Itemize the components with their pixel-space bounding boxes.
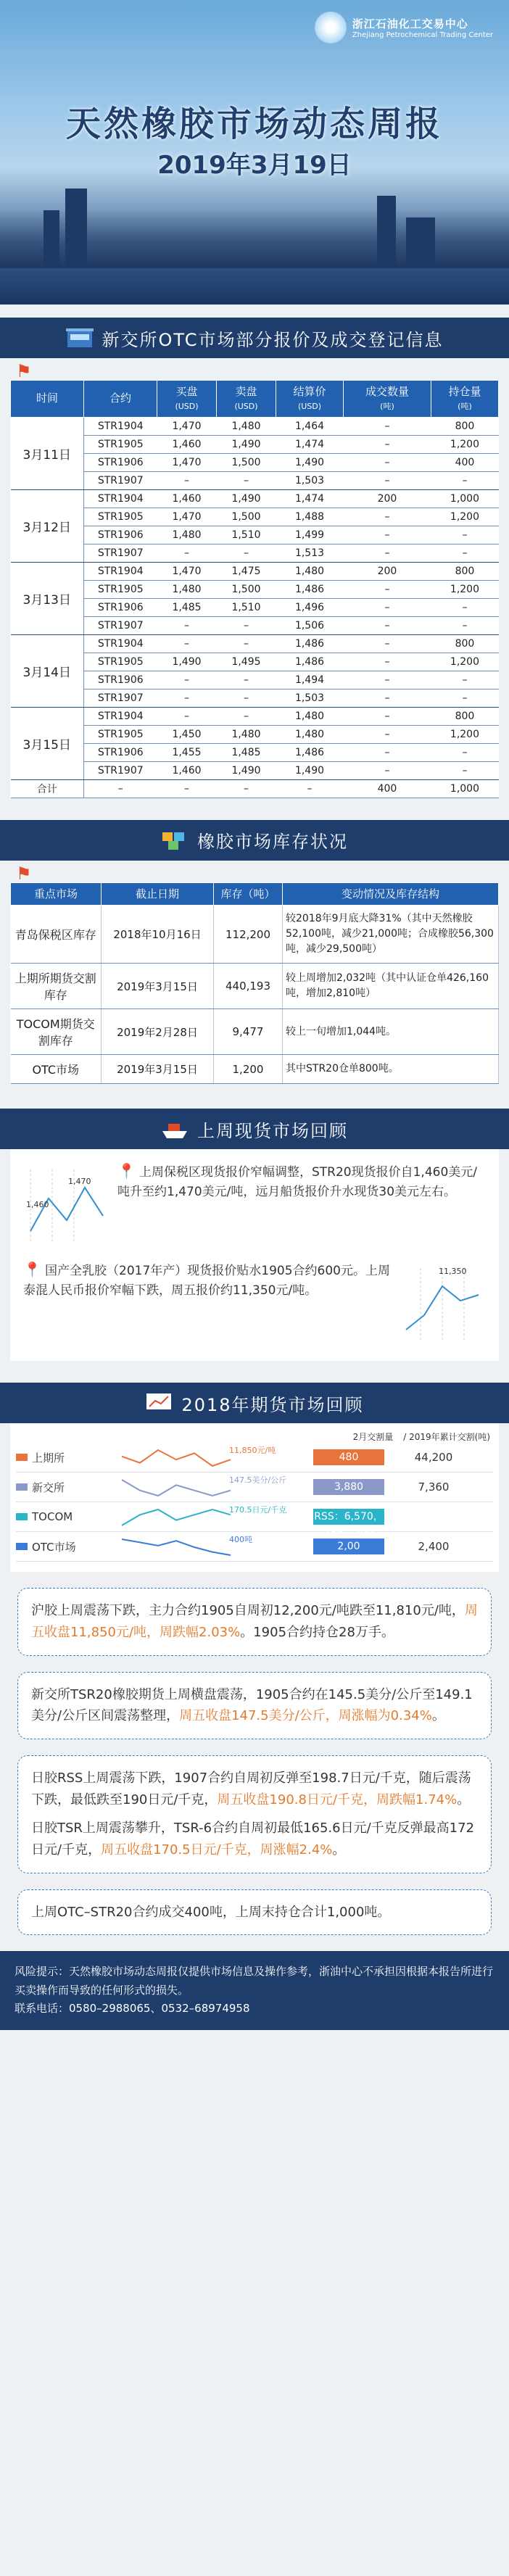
group-date: 3月13日 bbox=[11, 562, 84, 634]
ship-icon bbox=[161, 1118, 189, 1140]
mini1-label-b: 1,460 bbox=[26, 1200, 49, 1210]
table-cell: 1,200 bbox=[431, 725, 498, 743]
inventory-section bbox=[10, 863, 499, 1085]
table-cell: – bbox=[344, 526, 431, 544]
legend-swatch bbox=[16, 1454, 28, 1461]
otc-table-section bbox=[10, 361, 499, 798]
table-cell: STR1904 bbox=[84, 417, 157, 435]
total-cell: – bbox=[217, 779, 276, 798]
table-row bbox=[11, 508, 499, 526]
table-row bbox=[11, 471, 499, 489]
table-cell: STR1904 bbox=[84, 707, 157, 725]
table-cell: – bbox=[157, 671, 217, 689]
comment-sgx-highlight: 周五收盘147.5美分/公斤，周涨幅为0.34% bbox=[179, 1708, 432, 1724]
table-cell: 440,193 bbox=[214, 964, 283, 1009]
table-cell: 1,480 bbox=[276, 707, 344, 725]
table-cell: 1,506 bbox=[276, 616, 344, 634]
table-cell: OTC市场 bbox=[11, 1055, 102, 1084]
futures-feb-volume: RSS：6,570，TSR：200 bbox=[313, 1509, 384, 1525]
risk-disclaimer: 风险提示：天然橡胶市场动态周报仅提供市场信息及操作参考，浙油中心不承担因根据本报告所进行买卖操作而导致的任何形式的损失。 bbox=[15, 1965, 494, 1997]
mini2-label: 11,350 bbox=[439, 1267, 467, 1277]
spot-row-2 bbox=[23, 1261, 486, 1348]
futures-line bbox=[122, 1480, 231, 1496]
futures-sparkline bbox=[83, 1532, 313, 1561]
table-cell: 1,470 bbox=[157, 508, 217, 526]
spot-section bbox=[10, 1149, 499, 1361]
table-cell: – bbox=[217, 471, 276, 489]
table-cell: 1,510 bbox=[217, 598, 276, 616]
table-cell: STR1907 bbox=[84, 616, 157, 634]
comment-sgx: 新交所TSR20橡胶期货上周横盘震荡，1905合约在145.5美分/公斤至149.1美分/公斤区间震荡整理，周五收盘147.5美分/公斤，周涨幅为0.34%。 bbox=[17, 1672, 492, 1739]
table-cell: – bbox=[431, 671, 498, 689]
table-cell: 1,499 bbox=[276, 526, 344, 544]
futures-rows bbox=[16, 1443, 493, 1562]
logo-en: Zhejiang Petrochemical Trading Center bbox=[352, 31, 493, 39]
table-cell: 1,513 bbox=[276, 544, 344, 562]
table-cell: – bbox=[431, 471, 498, 489]
table-cell: – bbox=[344, 616, 431, 634]
comment-otc: 上周OTC–STR20合约成交400吨，上周末持仓合计1,000吨。 bbox=[17, 1889, 492, 1936]
table-cell: STR1905 bbox=[84, 435, 157, 453]
th-contract: 合约 bbox=[84, 381, 157, 418]
group-date: 3月14日 bbox=[11, 634, 84, 707]
futures-section bbox=[10, 1423, 499, 1572]
futures-row bbox=[16, 1502, 493, 1539]
table-cell: 1,200 bbox=[431, 653, 498, 671]
table-row bbox=[11, 435, 499, 453]
table-cell: 1,480 bbox=[157, 526, 217, 544]
table-row bbox=[11, 489, 499, 508]
table-cell: 9,477 bbox=[214, 1009, 283, 1055]
table-cell: 800 bbox=[431, 707, 498, 725]
table-row bbox=[11, 653, 499, 671]
table-cell: STR1906 bbox=[84, 598, 157, 616]
futures-note: 170.5日元/千克 bbox=[229, 1505, 287, 1515]
city-skyline bbox=[0, 210, 509, 305]
table-row bbox=[11, 964, 499, 1009]
table-cell: 1,490 bbox=[276, 453, 344, 471]
comment-tocom: 日胶RSS上周震荡下跌，1907合约自周初反弹至198.7日元/千克，随后震荡下跌，最低跌至190日元/千克，周五收盘190.8日元/千克，周跌幅1.74%。 日胶TSR上周震荡攀升，TSR-6合约自周初最低165.6日元/千克反弹最高172日元/千克，周五收盘170.5日元/千克，周涨幅2.4%。 bbox=[17, 1755, 492, 1873]
table-row bbox=[11, 453, 499, 471]
table-cell: 1,460 bbox=[157, 489, 217, 508]
table-cell: 较上周增加2,032吨（其中认证仓单426,160吨，增加2,810吨） bbox=[283, 964, 499, 1009]
contact-phone: 联系电话：0580–2988065、0532–68974958 bbox=[15, 2002, 250, 2016]
futures-feb-volume: 2,00 bbox=[313, 1538, 384, 1554]
futures-header bbox=[16, 1430, 493, 1443]
futures-col-b: / 2019年累计交割(吨) bbox=[403, 1432, 490, 1443]
mini1-label-a: 1,470 bbox=[68, 1177, 91, 1187]
table-cell: – bbox=[431, 526, 498, 544]
table-cell: STR1904 bbox=[84, 562, 157, 580]
table-cell: TOCOM期货交割库存 bbox=[11, 1009, 102, 1055]
table-cell: 1,490 bbox=[276, 761, 344, 779]
table-cell: 1,486 bbox=[276, 580, 344, 598]
table-row bbox=[11, 707, 499, 725]
table-cell: 1,480 bbox=[276, 725, 344, 743]
table-cell: – bbox=[344, 634, 431, 653]
table-row bbox=[11, 761, 499, 779]
futures-row bbox=[16, 1532, 493, 1562]
th-sell: 卖盘 (USD) bbox=[217, 381, 276, 418]
table-cell: 1,500 bbox=[217, 580, 276, 598]
table-row bbox=[11, 616, 499, 634]
total-cell: 400 bbox=[344, 779, 431, 798]
table-row bbox=[11, 544, 499, 562]
table-cell: 1,470 bbox=[157, 562, 217, 580]
table-cell: – bbox=[431, 761, 498, 779]
table-cell: 1,490 bbox=[217, 489, 276, 508]
table-row bbox=[11, 906, 499, 964]
spot-paragraph-1: 上周保税区现货报价窄幅调整，STR20现货报价自1,460美元/吨升至约1,470美元/吨，远月船货报价升水现货30美元左右。 bbox=[117, 1165, 478, 1200]
table-cell: 1,486 bbox=[276, 634, 344, 653]
table-cell: – bbox=[157, 544, 217, 562]
futures-banner bbox=[0, 1383, 509, 1423]
table-cell: 较上一旬增加1,044吨。 bbox=[283, 1009, 499, 1055]
otc-banner bbox=[0, 318, 509, 358]
table-cell: – bbox=[344, 598, 431, 616]
table-cell: 800 bbox=[431, 562, 498, 580]
table-cell: 200 bbox=[344, 489, 431, 508]
table-row bbox=[11, 580, 499, 598]
table-cell: – bbox=[344, 453, 431, 471]
total-row bbox=[11, 779, 499, 798]
spot-banner bbox=[0, 1109, 509, 1149]
table-cell: – bbox=[431, 743, 498, 761]
table-cell: 2019年3月15日 bbox=[102, 964, 214, 1009]
logo-mark-icon bbox=[315, 12, 347, 44]
spot-mini-chart-2 bbox=[399, 1261, 486, 1348]
table-cell: – bbox=[217, 689, 276, 707]
table-cell: 1,475 bbox=[217, 562, 276, 580]
table-cell: – bbox=[217, 707, 276, 725]
table-cell: 1,460 bbox=[157, 435, 217, 453]
chart-board-icon bbox=[145, 1392, 173, 1414]
table-cell: STR1904 bbox=[84, 634, 157, 653]
table-cell: 800 bbox=[431, 417, 498, 435]
location-pin-icon: 📍 bbox=[117, 1162, 136, 1180]
table-cell: 1,490 bbox=[217, 761, 276, 779]
table-cell: – bbox=[344, 653, 431, 671]
spot-paragraph-2: 国产全乳胶（2017年产）现货报价贴水1905合约600元。上周泰混人民币报价窄幅下跌，周五报价约11,350元/吨。 bbox=[23, 1264, 390, 1299]
futures-line bbox=[122, 1509, 231, 1525]
table-row bbox=[11, 634, 499, 653]
table-cell: 1,480 bbox=[276, 562, 344, 580]
flag-icon: ⚑ bbox=[16, 863, 32, 884]
comment-tsr-highlight: 周五收盘170.5日元/千克，周涨幅2.4% bbox=[101, 1842, 333, 1858]
table-cell: – bbox=[431, 616, 498, 634]
table-row bbox=[11, 1009, 499, 1055]
futures-note: 147.5美分/公斤 bbox=[229, 1475, 287, 1486]
table-row bbox=[11, 743, 499, 761]
table-cell: STR1906 bbox=[84, 671, 157, 689]
table-cell: STR1905 bbox=[84, 508, 157, 526]
table-cell: 1,485 bbox=[157, 598, 217, 616]
header-banner bbox=[0, 0, 509, 305]
table-cell: 1,470 bbox=[157, 417, 217, 435]
comment-rss-highlight: 周五收盘190.8日元/千克，周跌幅1.74% bbox=[217, 1792, 458, 1807]
th-time: 时间 bbox=[11, 381, 84, 418]
table-cell: – bbox=[217, 634, 276, 653]
building-icon bbox=[66, 327, 94, 349]
otc-table bbox=[10, 380, 499, 798]
total-cell: – bbox=[157, 779, 217, 798]
table-cell: 1,486 bbox=[276, 743, 344, 761]
group-date: 3月15日 bbox=[11, 707, 84, 779]
table-cell: – bbox=[157, 689, 217, 707]
table-cell: 较2018年9月底大降31%（其中天然橡胶52,100吨，减少21,000吨；合成橡胶56,300吨，减少29,500吨） bbox=[283, 906, 499, 964]
table-cell: STR1905 bbox=[84, 580, 157, 598]
futures-feb-volume: 480 bbox=[313, 1449, 384, 1465]
otc-table-body bbox=[11, 417, 499, 798]
table-cell: 青岛保税区库存 bbox=[11, 906, 102, 964]
futures-line bbox=[122, 1539, 231, 1555]
table-cell: – bbox=[431, 689, 498, 707]
table-cell: – bbox=[344, 471, 431, 489]
table-cell: 2019年3月15日 bbox=[102, 1055, 214, 1084]
th-market: 重点市场 bbox=[11, 882, 102, 906]
th-stock: 库存（吨） bbox=[214, 882, 283, 906]
table-cell: 1,450 bbox=[157, 725, 217, 743]
table-cell: – bbox=[157, 707, 217, 725]
table-cell: STR1906 bbox=[84, 453, 157, 471]
logo-cn: 浙江石油化工交易中心 bbox=[352, 17, 468, 30]
table-row bbox=[11, 562, 499, 580]
puzzle-icon bbox=[161, 829, 189, 851]
table-cell: 1,495 bbox=[217, 653, 276, 671]
total-cell: 合计 bbox=[11, 779, 84, 798]
table-cell: 200 bbox=[344, 562, 431, 580]
table-cell: – bbox=[431, 598, 498, 616]
footer bbox=[0, 1951, 509, 2030]
futures-sparkline bbox=[83, 1443, 313, 1472]
inventory-table bbox=[10, 882, 499, 1085]
table-cell: 1,455 bbox=[157, 743, 217, 761]
futures-note: 400吨 bbox=[229, 1535, 252, 1545]
table-cell: 112,200 bbox=[214, 906, 283, 964]
table-cell: 1,490 bbox=[217, 435, 276, 453]
table-cell: 1,496 bbox=[276, 598, 344, 616]
flag-icon: ⚑ bbox=[16, 361, 32, 381]
table-cell: – bbox=[217, 544, 276, 562]
table-cell: 1,200 bbox=[214, 1055, 283, 1084]
table-cell: 其中STR20仓单800吨。 bbox=[283, 1055, 499, 1084]
spot-banner-title: 上周现货市场回顾 bbox=[197, 1120, 348, 1141]
table-cell: STR1906 bbox=[84, 526, 157, 544]
table-cell: 1,494 bbox=[276, 671, 344, 689]
table-cell: 1,500 bbox=[217, 508, 276, 526]
th-oi: 持仓量 (吨) bbox=[431, 381, 498, 418]
table-cell: 1,480 bbox=[217, 725, 276, 743]
table-cell: 1,000 bbox=[431, 489, 498, 508]
comment-shfe: 沪胶上周震荡下跌，主力合约1905自周初12,200元/吨跌至11,810元/吨，周五收盘11,850元/吨，周跌幅2.03%。1905合约持仓28万手。 bbox=[17, 1588, 492, 1655]
table-cell: 1,200 bbox=[431, 435, 498, 453]
table-cell: STR1905 bbox=[84, 653, 157, 671]
futures-note: 11,850元/吨 bbox=[229, 1446, 276, 1456]
legend-swatch bbox=[16, 1543, 28, 1550]
table-cell: 2018年10月16日 bbox=[102, 906, 214, 964]
futures-sparkline bbox=[83, 1473, 313, 1502]
table-cell: – bbox=[344, 544, 431, 562]
inventory-banner bbox=[0, 820, 509, 861]
report-title: 天然橡胶市场动态周报 bbox=[65, 104, 443, 144]
table-cell: – bbox=[344, 580, 431, 598]
th-settle: 结算价 (USD) bbox=[276, 381, 344, 418]
table-cell: – bbox=[217, 616, 276, 634]
comment-shfe-highlight: 周五收盘11,850元/吨，周跌幅2.03% bbox=[31, 1603, 478, 1640]
table-cell: 1,503 bbox=[276, 689, 344, 707]
table-cell: STR1907 bbox=[84, 544, 157, 562]
futures-label: OTC市场 bbox=[32, 1540, 76, 1554]
table-cell: STR1907 bbox=[84, 689, 157, 707]
table-cell: 1,470 bbox=[157, 453, 217, 471]
table-cell: – bbox=[217, 671, 276, 689]
th-vol: 成交数量 (吨) bbox=[344, 381, 431, 418]
table-cell: 1,474 bbox=[276, 435, 344, 453]
futures-ytd-volume: 7,360 bbox=[418, 1480, 450, 1494]
table-cell: 1,503 bbox=[276, 471, 344, 489]
th-buy: 买盘 (USD) bbox=[157, 381, 217, 418]
futures-label: TOCOM bbox=[32, 1510, 73, 1524]
logo bbox=[315, 12, 493, 44]
total-cell: – bbox=[276, 779, 344, 798]
futures-feb-volume: 3,880 bbox=[313, 1479, 384, 1495]
otc-banner-title: 新交所OTC市场部分报价及成交登记信息 bbox=[102, 329, 444, 350]
legend-swatch bbox=[16, 1513, 28, 1520]
total-cell: 1,000 bbox=[431, 779, 498, 798]
table-cell: STR1905 bbox=[84, 725, 157, 743]
table-cell: – bbox=[344, 761, 431, 779]
legend-swatch bbox=[16, 1483, 28, 1491]
total-cell: – bbox=[84, 779, 157, 798]
table-row bbox=[11, 671, 499, 689]
table-row bbox=[11, 689, 499, 707]
table-cell: 1,474 bbox=[276, 489, 344, 508]
table-cell: 1,480 bbox=[157, 580, 217, 598]
table-cell: 1,488 bbox=[276, 508, 344, 526]
table-row bbox=[11, 725, 499, 743]
futures-label: 上期所 bbox=[32, 1451, 65, 1465]
futures-sparkline bbox=[83, 1502, 313, 1531]
futures-col-a: 2月交割量 bbox=[352, 1432, 394, 1443]
table-cell: – bbox=[344, 508, 431, 526]
table-cell: 1,480 bbox=[217, 417, 276, 435]
table-cell: 800 bbox=[431, 634, 498, 653]
report-date: 2019年3月19日 bbox=[157, 151, 352, 180]
table-cell: 1,490 bbox=[157, 653, 217, 671]
futures-ytd-volume: 2,400 bbox=[418, 1540, 450, 1554]
futures-row bbox=[16, 1443, 493, 1473]
table-cell: – bbox=[344, 689, 431, 707]
th-cutoff: 截止日期 bbox=[102, 882, 214, 906]
table-cell: – bbox=[344, 671, 431, 689]
inventory-table-body bbox=[11, 906, 499, 1084]
table-cell: – bbox=[344, 707, 431, 725]
table-row bbox=[11, 1055, 499, 1084]
table-cell: STR1907 bbox=[84, 761, 157, 779]
group-date: 3月11日 bbox=[11, 417, 84, 489]
table-cell: – bbox=[344, 435, 431, 453]
table-cell: 1,510 bbox=[217, 526, 276, 544]
table-cell: 400 bbox=[431, 453, 498, 471]
table-cell: STR1904 bbox=[84, 489, 157, 508]
table-cell: 1,500 bbox=[217, 453, 276, 471]
table-cell: 1,200 bbox=[431, 580, 498, 598]
table-row bbox=[11, 598, 499, 616]
table-cell: – bbox=[157, 616, 217, 634]
table-cell: 1,486 bbox=[276, 653, 344, 671]
table-row bbox=[11, 417, 499, 435]
table-cell: STR1906 bbox=[84, 743, 157, 761]
table-cell: – bbox=[344, 725, 431, 743]
spot-mini-chart-1 bbox=[23, 1162, 110, 1249]
table-cell: 1,200 bbox=[431, 508, 498, 526]
table-cell: – bbox=[157, 634, 217, 653]
table-row bbox=[11, 526, 499, 544]
table-cell: – bbox=[157, 471, 217, 489]
table-cell: 1,464 bbox=[276, 417, 344, 435]
futures-label: 新交所 bbox=[32, 1480, 65, 1494]
table-cell: 1,485 bbox=[217, 743, 276, 761]
location-pin-icon: 📍 bbox=[23, 1261, 41, 1279]
futures-row bbox=[16, 1473, 493, 1502]
table-cell: 1,460 bbox=[157, 761, 217, 779]
table-cell: 上期所期货交割库存 bbox=[11, 964, 102, 1009]
futures-ytd-volume: 44,200 bbox=[414, 1451, 453, 1465]
table-cell: STR1907 bbox=[84, 471, 157, 489]
inventory-banner-title: 橡胶市场库存状况 bbox=[197, 832, 348, 852]
group-date: 3月12日 bbox=[11, 489, 84, 562]
futures-line bbox=[122, 1450, 231, 1466]
futures-banner-title: 2018年期货市场回顾 bbox=[181, 1394, 364, 1415]
th-change: 变动情况及库存结构 bbox=[283, 882, 499, 906]
table-cell: – bbox=[431, 544, 498, 562]
table-cell: 2019年2月28日 bbox=[102, 1009, 214, 1055]
table-cell: – bbox=[344, 417, 431, 435]
table-cell: – bbox=[344, 743, 431, 761]
spot-row-1 bbox=[23, 1162, 486, 1249]
